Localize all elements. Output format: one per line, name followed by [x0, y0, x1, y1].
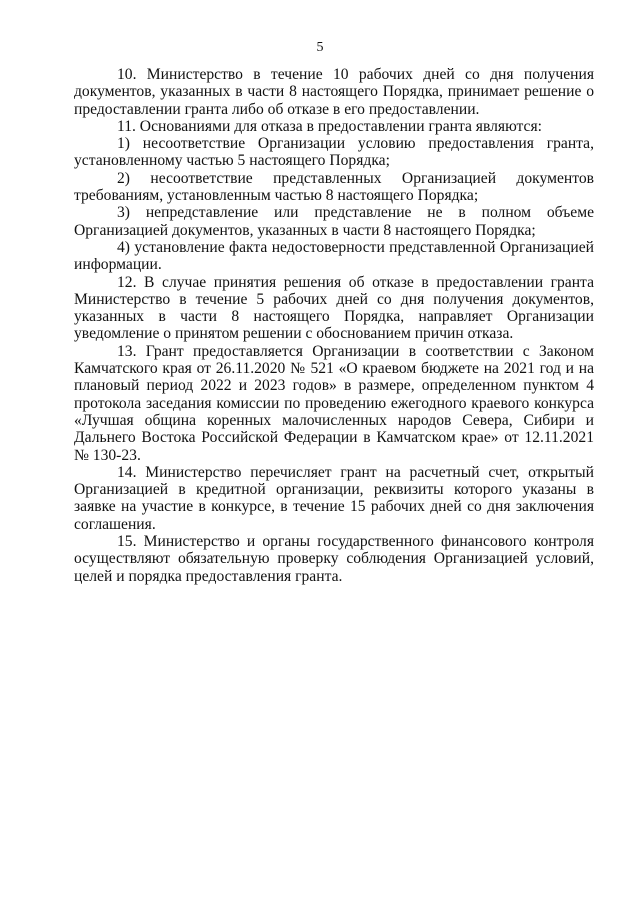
list-item-2: 2) несоответствие представленных Организацией документов требованиям, установленным частью 8 настоящего Порядка;	[74, 169, 594, 205]
paragraph-11: 11. Основаниями для отказа в предоставлении гранта являются:	[117, 117, 542, 135]
list-item-1: 1) несоответствие Организации условию предоставления гранта, установленному частью 5 настоящего Порядка;	[74, 135, 594, 170]
paragraph-15: 15. Министерство и органы государственного финансового контроля осуществляют обязательную проверку соблюдения Организацией условий, целей и порядка предоставления гранта.	[74, 533, 594, 585]
page-number: 5	[316, 40, 324, 55]
list-item-3: 3) непредставление или представление не в полном объеме Организацией документов, указанных в части 8 настоящего Порядка;	[74, 204, 594, 239]
paragraph-14: 14. Министерство перечисляет грант на расчетный счет, открытый Организацией в кредитной организации, реквизиты которого указаны в заявке на участие в конкурсе, в течение 15 рабочих дней со дня заключения соглашения.	[74, 463, 594, 533]
document-body	[74, 66, 594, 585]
list-item-4: 4) установление факта недостоверности представленной Организацией информации.	[74, 238, 594, 274]
paragraph-13: 13. Грант предоставляется Организации в соответствии с Законом Камчатского края от 26.11.2020 № 521 «О краевом бюджете на 2021 год и на плановый период 2022 и 2023 годов» в размере, определенном пунктом 4 протокола заседания комиссии по проведению ежегодного краевого конкурса «Лучшая община коренных малочисленных народов Севера, Сибири и Дальнего Востока Российской Федерации в Камчатском крае» от 12.11.2021 № 130-23.	[74, 342, 594, 464]
paragraph-12: 12. В случае принятия решения об отказе в предоставлении гранта Министерство в течение 5 рабочих дней со дня получения документов, указанных в части 8 настоящего Порядка, направляет Организации уведомление о принятом решении с обоснованием причин отказа.	[74, 273, 594, 343]
paragraph-10: 10. Министерство в течение 10 рабочих дней со дня получения документов, указанных в части 8 настоящего Порядка, принимает решение о предоставлении гранта либо об отказе в его предоставлении.	[74, 66, 594, 118]
